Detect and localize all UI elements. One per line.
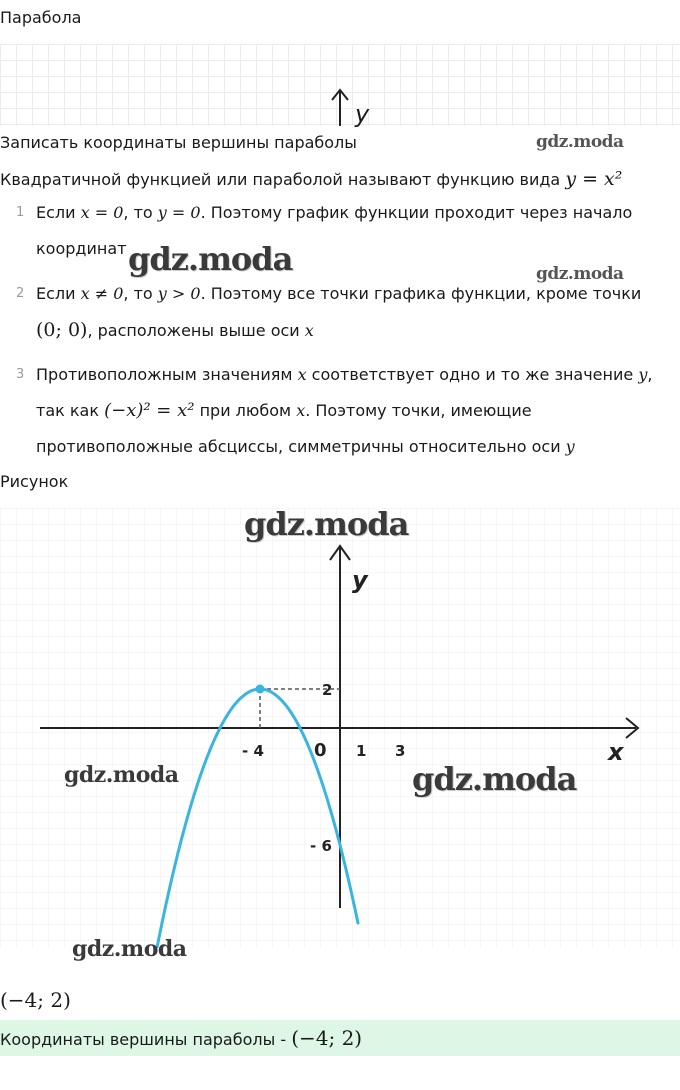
list-number: 1 [16,205,25,220]
x-tick-label: 3 [395,742,406,760]
math-part: (−x)² = x² [104,400,195,421]
watermark: gdz.moda [412,760,577,798]
list-number: 2 [16,286,25,301]
list-text [36,357,666,465]
x-tick-label: 1 [356,742,367,760]
text-part: , то [123,284,158,303]
text-part: , так как [36,365,653,420]
final-answer-text: Координаты вершины параболы - [0,1030,292,1049]
math-part: x ≠ 0 [80,284,124,303]
definition-text: Квадратичной функцией или параболой называют функцию вида [0,170,566,189]
y-tick-label: 2 [322,681,333,699]
text-part: Если [36,203,81,222]
watermark: gdz.moda [64,762,179,788]
text-part: , то [123,203,158,222]
answer: (−4; 2) [0,988,71,1012]
y-tick-label: - 6 [310,837,332,855]
list-text [36,276,666,349]
figure-label: Рисунок [0,472,69,491]
text-part: , расположены выше оси [87,321,305,340]
text-part: . Поэтому точки, имеющие противоположные абсциссы, симметричны относительно оси [36,401,566,456]
math-part: y [638,365,648,384]
parabola-graph [0,508,680,948]
definition-formula: y = x² [565,168,623,190]
math-part: (0; 0) [36,319,88,341]
strip-axis-label: y [355,100,370,128]
watermark: gdz.moda [244,505,409,543]
text-part: при любом [194,401,297,420]
origin-label: 0 [314,740,327,761]
list-number: 3 [16,367,25,382]
page-title: Парабола [0,8,82,27]
text-part: соответствует одно и то же значение [306,365,639,384]
watermark: gdz.moda [536,132,624,152]
x-tick-label: - 4 [242,742,264,760]
math-part: x [304,321,314,340]
final-answer [0,1020,680,1056]
math-part: y = 0 [157,203,201,222]
math-part: x [296,401,306,420]
task-text: Записать координаты вершины параболы [0,133,357,152]
axis-arrow-icon [330,86,350,126]
x-axis-label: x [608,738,624,766]
watermark: gdz.moda [536,264,624,284]
text-part: . Поэтому график функции проходит через начало координат [36,203,633,258]
y-axis-label: y [352,566,368,594]
definition [0,168,622,190]
math-part: x = 0 [80,203,124,222]
text-part: . Поэтому все точки графика функции, кроме точки [200,284,642,303]
final-answer-value: (−4; 2) [291,1026,363,1050]
watermark: gdz.moda [128,240,293,278]
watermark: gdz.moda [72,936,187,962]
text-part: Если [36,284,81,303]
math-part: y [565,437,575,456]
math-part: y > 0 [157,284,201,303]
math-part: x [297,365,307,384]
text-part: Противоположным значениям [36,365,298,384]
vertex-point [256,685,265,694]
